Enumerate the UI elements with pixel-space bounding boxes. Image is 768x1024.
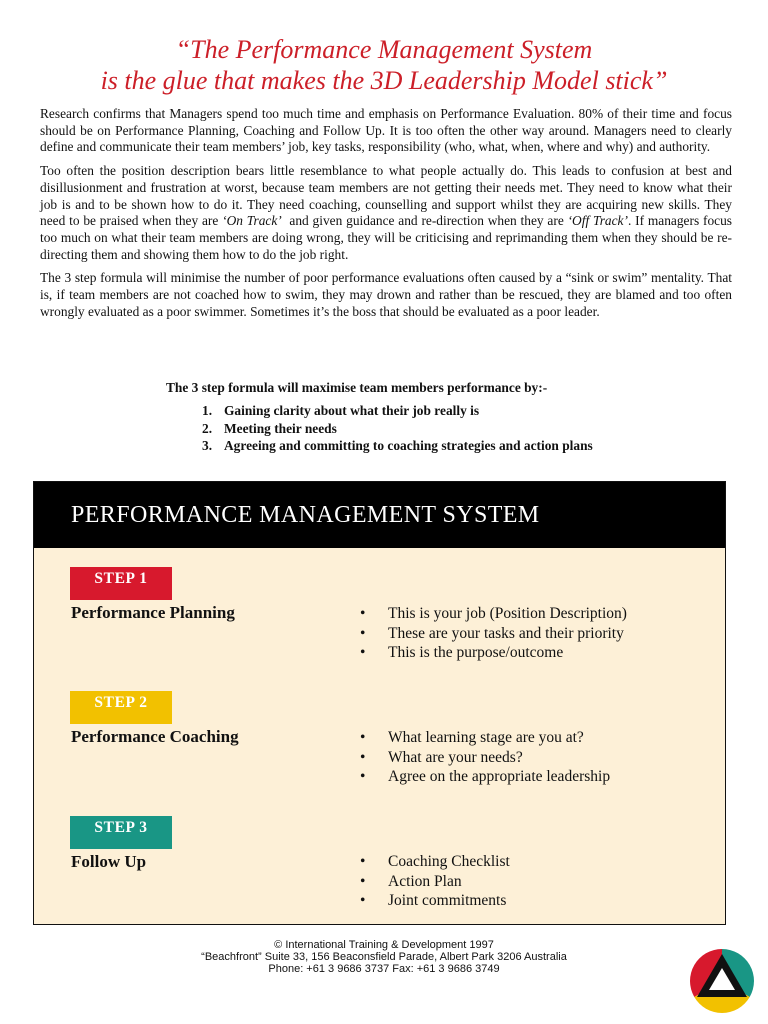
formula-item-text: Agreeing and committing to coaching strategies and action plans — [224, 438, 593, 453]
step-3-title: Follow Up — [71, 852, 147, 871]
formula-item — [202, 420, 593, 438]
formula-item-text: Gaining clarity about what their job really is — [224, 403, 480, 418]
intro-text — [40, 106, 732, 327]
bullet-text: What are your needs? — [388, 748, 523, 766]
page-title — [0, 34, 768, 96]
formula-item-text: Meeting their needs — [224, 420, 337, 436]
bullet-text: These are your tasks and their priority — [388, 624, 624, 642]
bullet-icon: • — [360, 768, 366, 785]
bullet-item — [360, 624, 627, 644]
bullet-item — [360, 748, 610, 768]
intro-p2-part-c: . If managers focus too much on what their team members are doing wrong, they will be criticising and reprimanding them when they should be re-directing them and showing them how to do the job right. — [40, 213, 732, 262]
step-3-badge: STEP 3 — [70, 816, 172, 849]
footer-address: “Beachfront” Suite 33, 156 Beaconsfield Parade, Albert Park 3206 Australia — [201, 951, 567, 963]
step-2-title: Performance Coaching — [71, 727, 239, 746]
step-1-title: Performance Planning — [71, 603, 235, 622]
intro-paragraph-3: The 3 step formula will minimise the number of poor performance evaluations often caused by a “sink or swim” mentality. That is, if team members are not coached how to swim, they may drown and rather than be rescued, they are blamed and too often wrongly evaluated as a poor swimmer. Sometimes it’s the boss that should be evaluated as a poor leader. — [40, 270, 732, 319]
step-1-badge: STEP 1 — [70, 567, 172, 600]
bullet-text: Joint commitments — [388, 892, 507, 909]
step-2-badge: STEP 2 — [70, 691, 172, 724]
bullet-text: Coaching Checklist — [388, 853, 510, 870]
bullet-text: Agree on the appropriate leadership — [388, 768, 611, 785]
title-line-2: is the glue that makes the 3D Leadership Model stick” — [100, 66, 668, 95]
bullet-text: What learning stage are you at? — [388, 729, 584, 746]
bullet-item — [360, 767, 610, 787]
bullet-icon: • — [360, 748, 366, 766]
intro-p2-part-b: and given guidance and re-direction when they are — [281, 213, 568, 229]
on-track-term: ‘On Track’ — [222, 213, 282, 229]
bullet-item — [360, 643, 627, 663]
bullet-item — [360, 891, 510, 911]
bullet-item — [360, 604, 627, 624]
formula-list — [202, 402, 593, 455]
bullet-icon: • — [360, 644, 366, 661]
step-1-bullets — [360, 604, 627, 663]
formula-item-number: 2. — [202, 420, 213, 436]
footer-phone: Phone: +61 3 9686 3737 Fax: +61 3 9686 3749 — [268, 963, 500, 975]
intro-paragraph-1: Research confirms that Managers spend too much time and emphasis on Performance Evaluation. 80% of their time and focus should be on Performance Planning, Coaching and Follow Up. It is too often the other way around. Managers need to clearly define and communicate their team members’ job, key tasks, responsibility (who, what, when, where and why) and authority. — [40, 106, 732, 155]
bullet-icon: • — [360, 872, 366, 890]
formula-heading: The 3 step formula will maximise team members performance by:- — [166, 380, 548, 395]
step-2-bullets — [360, 728, 610, 787]
bullet-text: Action Plan — [388, 872, 462, 890]
bullet-icon: • — [360, 892, 366, 909]
bullet-item — [360, 872, 510, 892]
step-3-bullets — [360, 852, 510, 911]
intro-p2-part-a: Too often the position description bears little resemblance to what people actually do. This leads to confusion at best and disillusionment and frustration at worst, because team members are not getting their needs met. They need to know what their job is and to be shown how to do it. They need coaching, counselling and support whilst they are acquiring new skills. They need to be praised when they are — [40, 163, 732, 229]
title-line-1: “The Performance Management System — [175, 35, 593, 64]
bullet-icon: • — [360, 853, 366, 870]
bullet-icon: • — [360, 729, 366, 746]
bullet-item — [360, 728, 610, 748]
bullet-text: This is your job (Position Description) — [388, 605, 627, 622]
bullet-item — [360, 852, 510, 872]
footer — [0, 939, 768, 975]
panel-header: PERFORMANCE MANAGEMENT SYSTEM — [34, 482, 725, 548]
footer-copyright: © International Training & Development 1997 — [274, 939, 494, 951]
formula-item — [202, 437, 593, 455]
bullet-icon: • — [360, 605, 366, 622]
off-track-term: ‘Off Track’ — [567, 213, 628, 229]
intro-paragraph-2 — [40, 163, 732, 263]
bullet-icon: • — [360, 624, 366, 642]
performance-management-panel — [33, 481, 726, 925]
triangle-logo-icon — [689, 948, 755, 1014]
formula-item — [202, 402, 593, 420]
formula-item-number: 3. — [202, 438, 213, 453]
bullet-text: This is the purpose/outcome — [388, 644, 564, 661]
formula-item-number: 1. — [202, 403, 213, 418]
